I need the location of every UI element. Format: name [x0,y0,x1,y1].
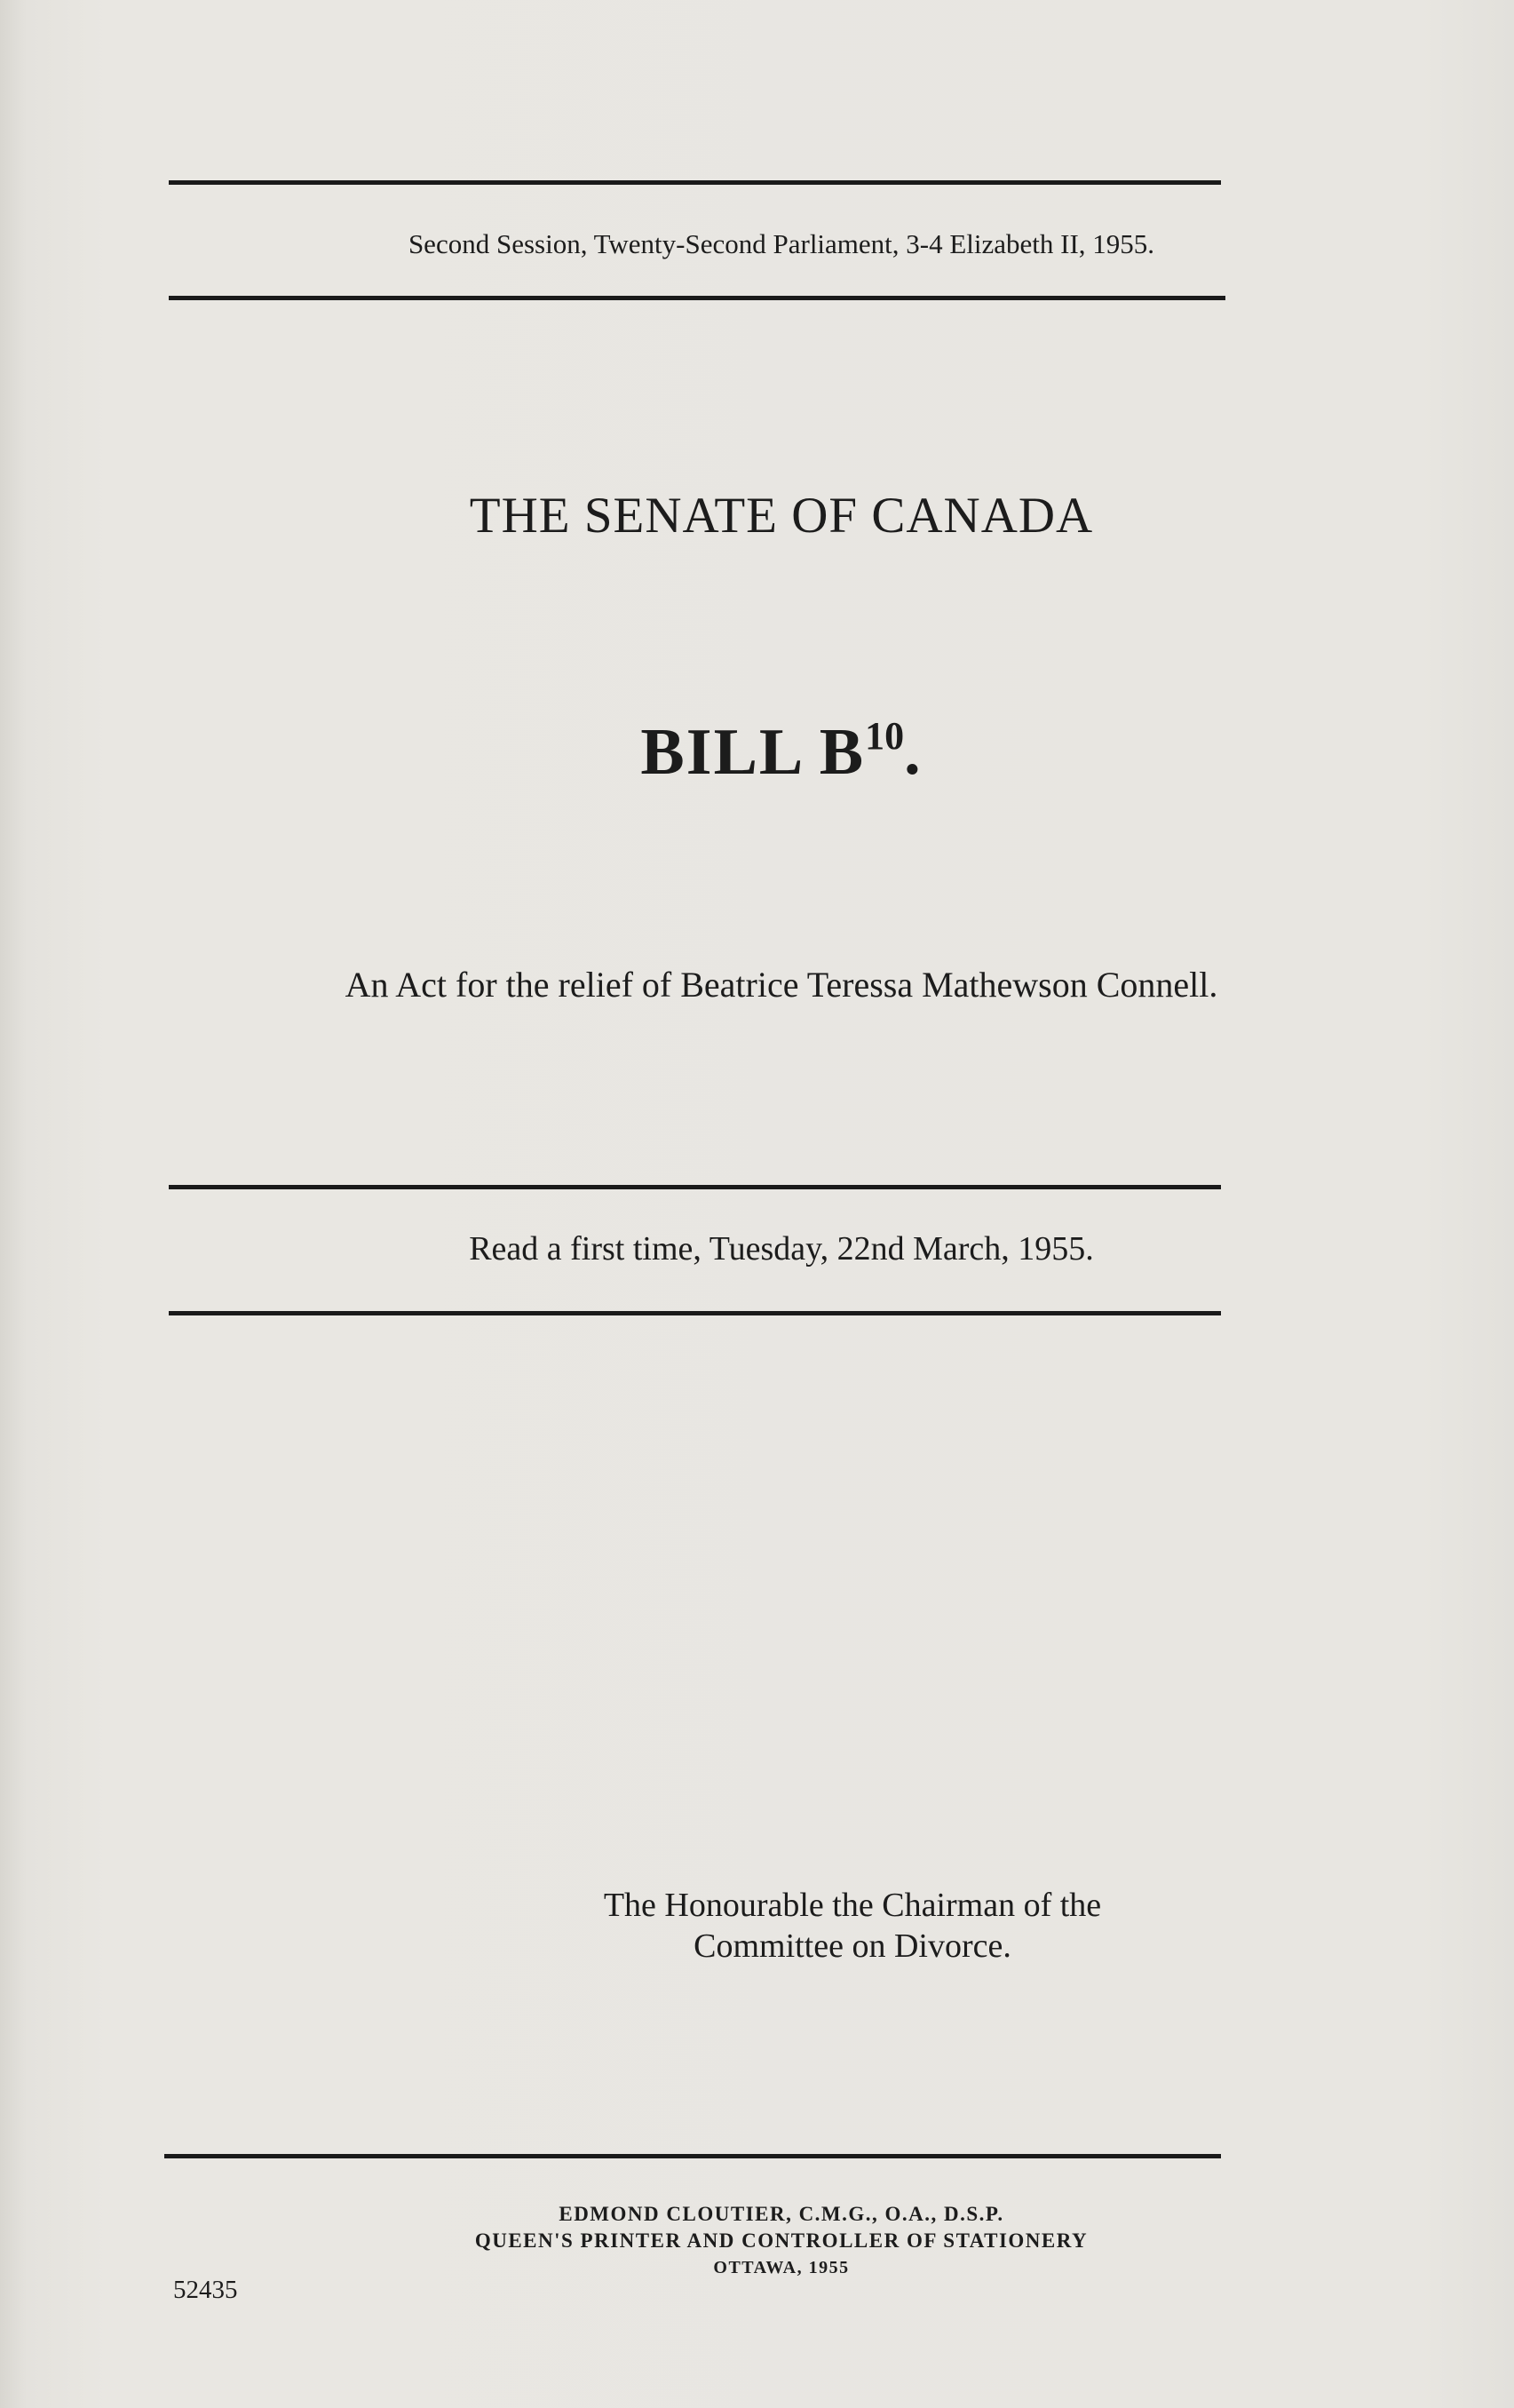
session-bottom-rule [169,296,1225,300]
senate-title: THE SENATE OF CANADA [469,488,1094,544]
printer-name: EDMOND CLOUTIER, C.M.G., O.A., D.S.P. [559,2203,1004,2225]
bill-title [169,713,1394,791]
first-reading-line: Read a first time, Tuesday, 22nd March, 1955. [469,1230,1094,1268]
bill-label: BILL B [640,716,866,789]
catalogue-number: 52435 [173,2276,238,2304]
act-long-title: An Act for the relief of Beatrice Teressa Mathewson Connell. [345,965,1218,1005]
printer-place: OTTAWA, 1955 [713,2258,850,2277]
imprint-rule [164,2154,1221,2158]
reading-top-rule [169,1185,1221,1189]
sponsor-line-2: Committee on Divorce. [694,1927,1011,1965]
printer-imprint [169,2201,1394,2281]
bill-number: 10 [865,714,905,758]
sponsor-line-1: The Honourable the Chairman of the [603,1887,1102,1924]
top-rule [169,180,1221,185]
session-line: Second Session, Twenty-Second Parliament, 3-4 Elizabeth II, 1955. [408,228,1155,259]
printer-office: QUEEN'S PRINTER AND CONTROLLER OF STATIONERY [474,2229,1089,2252]
bill-period: . [904,716,923,789]
reading-bottom-rule [169,1311,1221,1315]
sponsor-block [497,1885,1208,1967]
